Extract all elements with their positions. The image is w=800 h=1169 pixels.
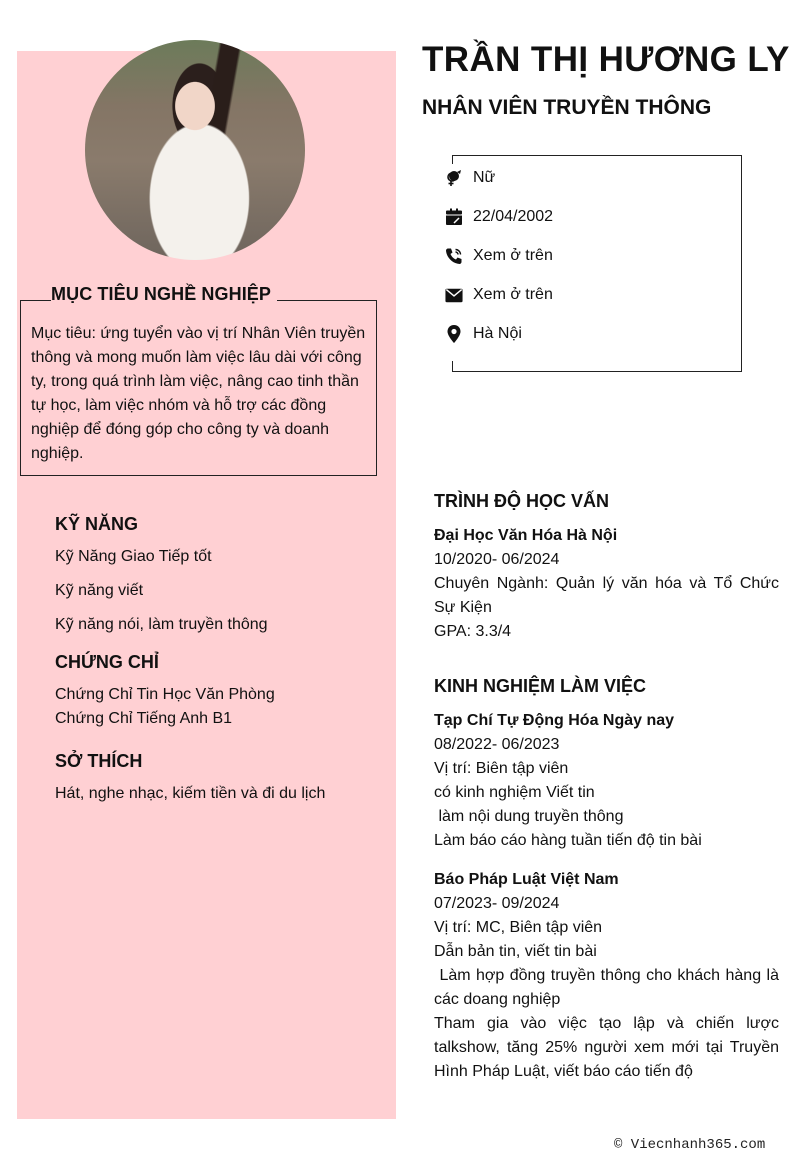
job-line: làm nội dung truyền thông xyxy=(434,808,624,825)
phone-icon xyxy=(445,247,463,265)
contact-phone xyxy=(445,244,553,268)
contact-birthday-text: 22/04/2002 xyxy=(473,208,554,225)
hobbies-heading: SỞ THÍCH xyxy=(55,751,143,771)
profile-photo xyxy=(85,40,305,260)
experience-heading: KINH NGHIỆM LÀM VIỆC xyxy=(434,676,647,696)
job-line: Vị trí: MC, Biên tập viên xyxy=(434,919,603,936)
calendar-icon xyxy=(445,208,463,226)
job-line: có kinh nghiệm Viết tin xyxy=(434,784,595,801)
education-period: 10/2020- 06/2024 xyxy=(434,551,560,568)
hobbies-section xyxy=(55,751,385,806)
skill-item: Kỹ năng viết xyxy=(55,582,144,599)
footer-copyright: © Viecnhanh365.com xyxy=(614,1137,766,1153)
job-period: 07/2023- 09/2024 xyxy=(434,895,560,912)
location-pin-icon xyxy=(445,325,463,343)
job-line: Tham gia vào việc tạo lập và chiến lược talkshow, tăng 25% người xem mới tại Truyền Hình Pháp Luật, viết báo cáo tiến độ xyxy=(434,1015,779,1080)
skills-heading: KỸ NĂNG xyxy=(55,514,139,534)
skills-section xyxy=(55,514,385,647)
job-line: Làm báo cáo hàng tuần tiến độ tin bài xyxy=(434,832,702,849)
career-objective-box xyxy=(20,300,377,476)
career-objective-text: Mục tiêu: ứng tuyển vào vị trí Nhân Viên truyền thông và mong muốn làm việc lâu dài với công ty, trong quá trình làm việc, nâng cao tinh thần tự học, làm việc nhóm và hỗ trợ các đồng nghiệp để đóng góp cho công ty và doanh nghiệp. xyxy=(31,325,366,462)
envelope-icon xyxy=(445,286,463,304)
job-line: Dẫn bản tin, viết tin bài xyxy=(434,943,597,960)
contact-phone-text: Xem ở trên xyxy=(473,247,553,264)
skill-item: Kỹ Năng Giao Tiếp tốt xyxy=(55,548,212,565)
education-major: Chuyên Ngành: Quản lý văn hóa và Tổ Chức Sự Kiện xyxy=(434,575,779,616)
candidate-name: TRẦN THỊ HƯƠNG LY xyxy=(422,40,790,79)
job-line: Vị trí: Biên tập viên xyxy=(434,760,569,777)
company-name: Báo Pháp Luật Việt Nam xyxy=(434,871,619,888)
contact-gender-text: Nữ xyxy=(473,169,496,186)
career-objective-heading: MỤC TIÊU NGHỀ NGHIỆP xyxy=(51,284,277,305)
education-heading: TRÌNH ĐỘ HỌC VẤN xyxy=(434,491,609,511)
job-entry xyxy=(434,709,779,853)
contact-birthday xyxy=(445,205,553,229)
certificate-item: Chứng Chỉ Tin Học Văn Phòng xyxy=(55,686,275,703)
company-name: Tạp Chí Tự Động Hóa Ngày nay xyxy=(434,712,675,729)
contact-gender xyxy=(445,166,553,190)
gender-icon xyxy=(445,169,463,187)
job-period: 08/2022- 06/2023 xyxy=(434,736,560,753)
contact-location-text: Hà Nội xyxy=(473,325,522,342)
certificates-heading: CHỨNG CHỈ xyxy=(55,652,159,672)
contact-location xyxy=(445,322,553,346)
experience-section xyxy=(434,676,784,1099)
certificates-section xyxy=(55,652,385,731)
hobbies-text: Hát, nghe nhạc, kiếm tiền và đi du lịch xyxy=(55,785,326,802)
job-entry xyxy=(434,868,784,1084)
certificate-item: Chứng Chỉ Tiếng Anh B1 xyxy=(55,710,233,727)
job-title: NHÂN VIÊN TRUYỀN THÔNG xyxy=(422,96,712,119)
school-name: Đại Học Văn Hóa Hà Nội xyxy=(434,527,618,544)
contact-email-text: Xem ở trên xyxy=(473,286,553,303)
education-gpa: GPA: 3.3/4 xyxy=(434,623,512,640)
education-section xyxy=(434,491,779,644)
skill-item: Kỹ năng nói, làm truyền thông xyxy=(55,616,268,633)
job-line: Làm hợp đồng truyền thông cho khách hàng là các doang nghiệp xyxy=(434,967,784,1008)
contact-email xyxy=(445,283,553,307)
contact-list xyxy=(445,166,553,361)
